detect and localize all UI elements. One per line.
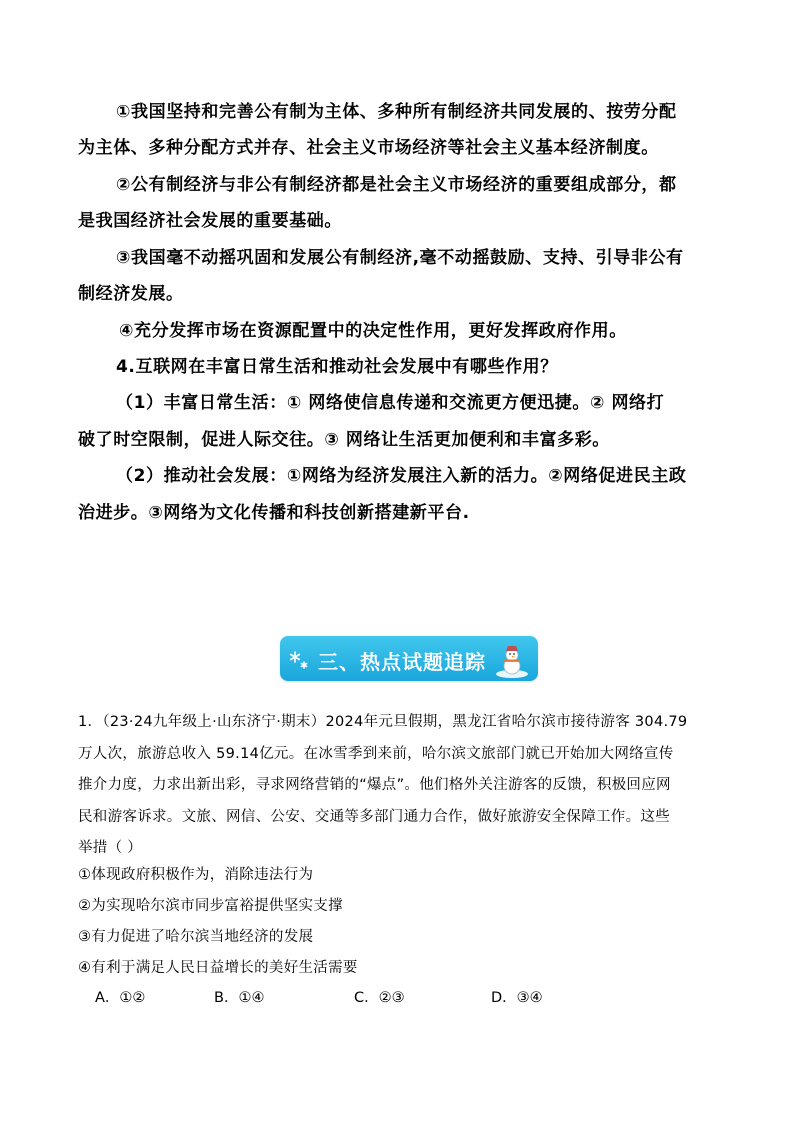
answer-1-line-2: 破了时空限制，促进人际交往。③ 网络让生活更加便利和丰富多彩。 [78,430,610,450]
question-1-line-5: 举措（ ） [78,840,143,856]
paragraph-1-line-2: 为主体、多种分配方式并存、社会主义市场经济等社会主义基本经济制度。 [78,138,659,158]
answer-options [0,986,794,1010]
statement-3: ③有力促进了哈尔滨当地经济的发展 [78,929,314,945]
option-a[interactable]: A．①② [95,990,146,1006]
snowman-icon [494,642,530,678]
statement-4: ④有利于满足人民日益增长的美好生活需要 [78,960,358,976]
answer-2-line-2: 治进步。③网络为文化传播和科技创新搭建新平台. [78,503,470,523]
question-1-line-4: 民和游客诉求。文旅、网信、公安、交通等多部门通力合作，做好旅游安全保障工作。这些 [78,809,670,825]
answer-1-line-1: （1）丰富日常生活：① 网络使信息传递和交流更方便迅捷。② 网络打 [116,393,665,413]
option-b[interactable]: B．①④ [214,990,265,1006]
snowflake-icon [288,649,310,671]
section-three-banner [280,636,538,681]
statement-2: ②为实现哈尔滨市同步富裕提供坚实支撑 [78,898,343,914]
paragraph-2-line-1: ②公有制经济与非公有制经济都是社会主义市场经济的重要组成部分，都 [116,175,677,195]
paragraph-4: ④充分发挥市场在资源配置中的决定性作用，更好发挥政府作用。 [119,321,627,341]
statement-1: ①体现政府积极作为，消除违法行为 [78,867,314,883]
paragraph-3-line-1: ③我国毫不动摇巩固和发展公有制经济,毫不动摇鼓励、支持、引导非公有 [116,248,684,268]
question-4-heading: 4.互联网在丰富日常生活和推动社会发展中有哪些作用？ [116,357,558,377]
section-three-title: 三、热点试题追踪 [318,650,486,674]
answer-2-line-1: （2）推动社会发展：①网络为经济发展注入新的活力。②网络促进民主政 [116,466,687,486]
option-c[interactable]: C．②③ [354,990,405,1006]
question-1-line-3: 推介力度，力求出新出彩，寻求网络营销的“爆点”。他们格外关注游客的反馈，积极回应网 [78,777,671,793]
question-1-line-2: 万人次，旅游总收入 59.14亿元。在冰雪季到来前，哈尔滨文旅部门就已开始加大网络宣传 [78,746,674,762]
paragraph-3-line-2: 制经济发展。 [78,284,184,304]
option-d[interactable]: D．③④ [491,990,543,1006]
question-1-line-1: 1．（23·24九年级上·山东济宁·期末）2024年元旦假期，黑龙江省哈尔滨市接待游客 304.79 [78,714,688,730]
paragraph-2-line-2: 是我国经济社会发展的重要基础。 [78,211,342,231]
paragraph-1-line-1: ①我国坚持和完善公有制为主体、多种所有制经济共同发展的、按劳分配 [116,102,677,122]
